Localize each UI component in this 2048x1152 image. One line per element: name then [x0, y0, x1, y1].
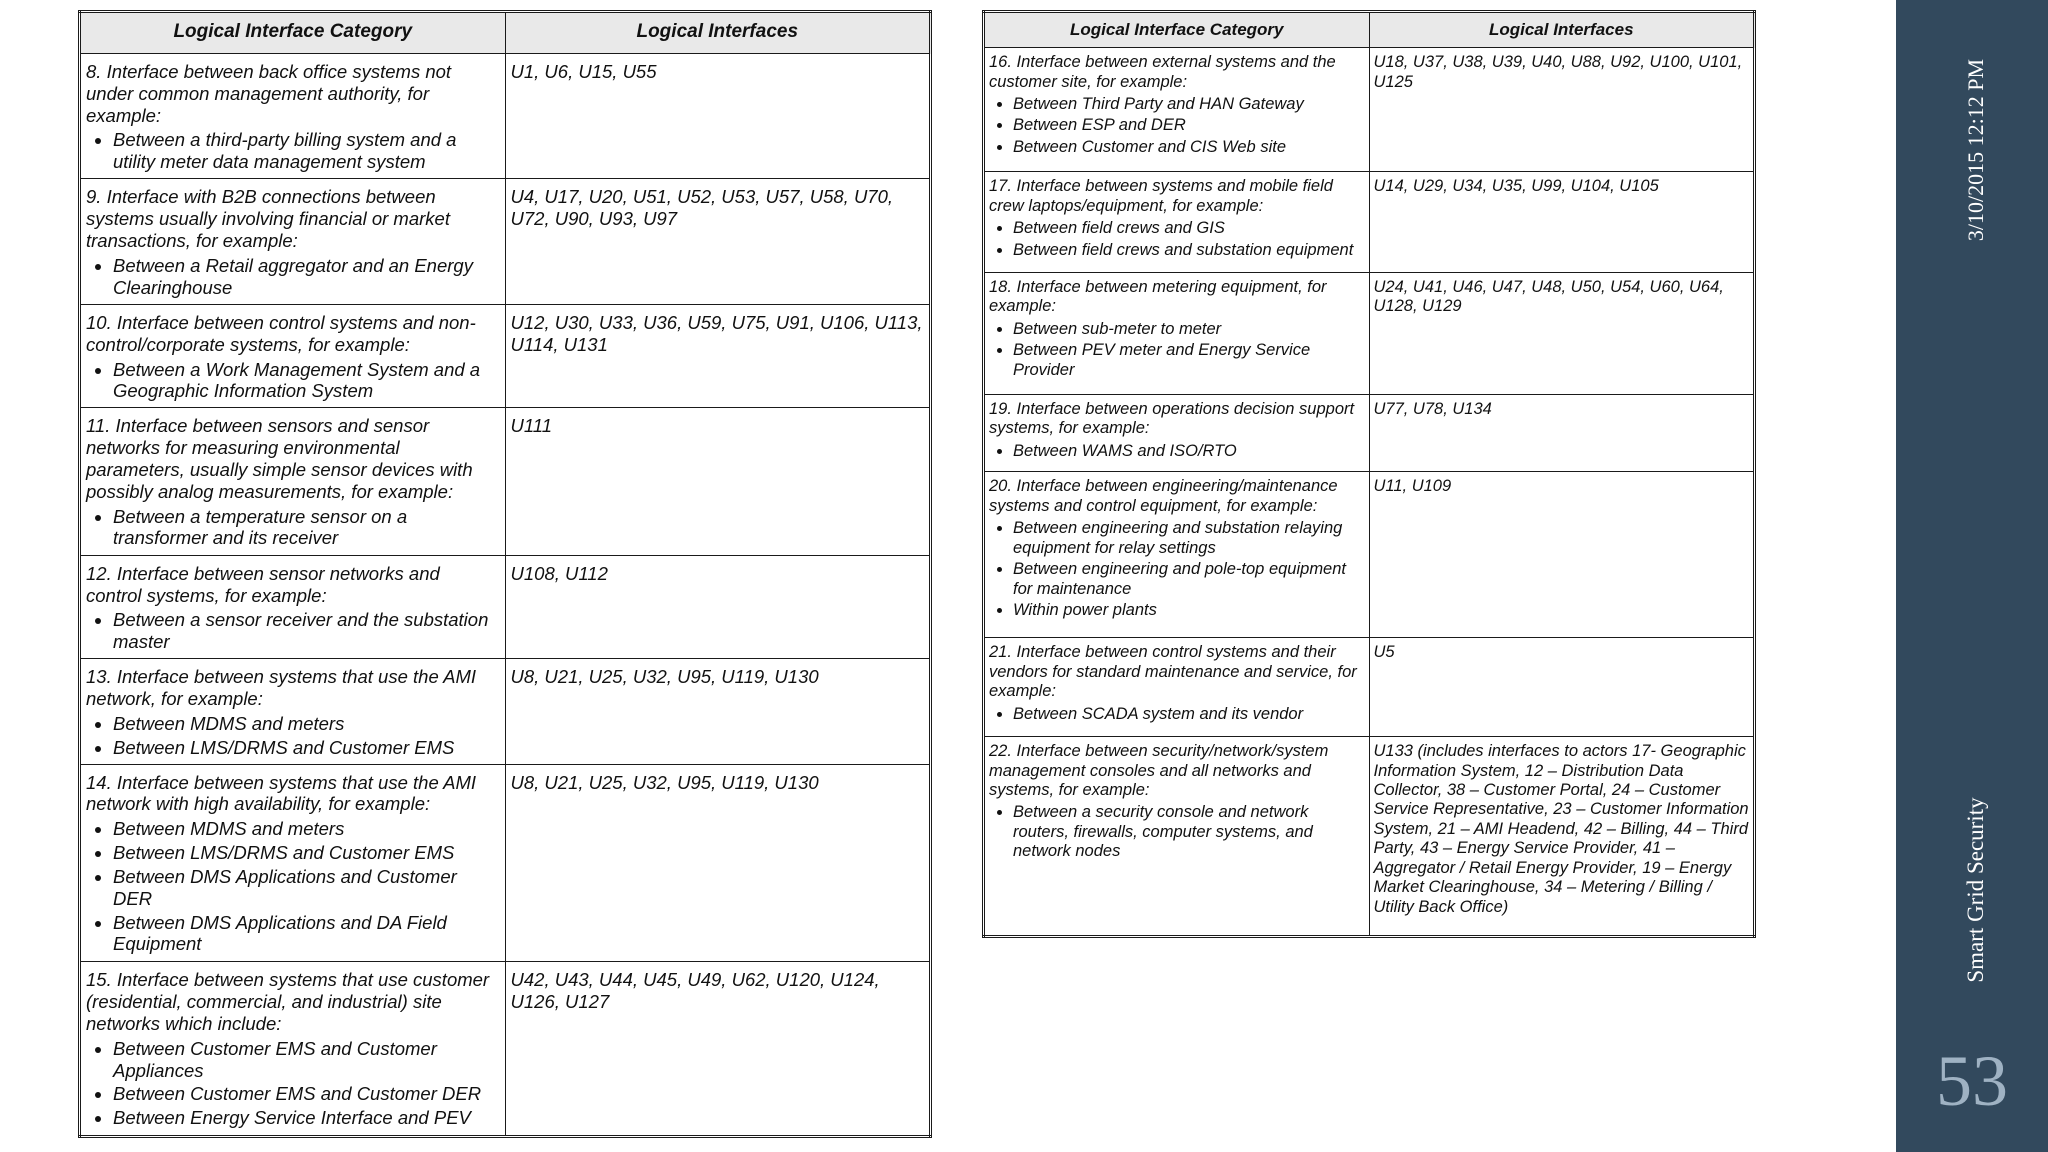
category-cell [80, 304, 506, 407]
category-cell [984, 737, 1370, 937]
logical-interface-table-left [78, 10, 932, 1138]
category-cell [984, 638, 1370, 737]
table-header-row [984, 12, 1755, 48]
category-text: 16. Interface between external systems and the customer site, for example: [989, 53, 1336, 91]
example-list [86, 129, 500, 173]
column-header-interfaces: Logical Interfaces [505, 12, 931, 54]
example-item: • Between a Retail aggregator and an Energy Clearinghouse [113, 255, 500, 299]
category-text: 19. Interface between operations decision support systems, for example: [989, 399, 1355, 438]
category-cell [80, 54, 506, 179]
example-list [86, 255, 500, 299]
example-item: • Between Customer EMS and Customer Appliances [113, 1038, 500, 1082]
category-text: 15. Interface between systems that use customer (residential, commercial, and industrial) site networks which include: [86, 969, 490, 1034]
example-item: • Between DMS Applications and DA Field Equipment [113, 912, 500, 956]
example-list [989, 519, 1365, 620]
interfaces-cell: U24, U41, U46, U47, U48, U50, U54, U60, U64, U128, U129 [1369, 272, 1755, 394]
example-item: • Between Customer and CIS Web site [1013, 138, 1365, 157]
example-item: • Between DMS Applications and Customer DER [113, 866, 500, 910]
table-row [984, 737, 1755, 937]
interfaces-cell: U8, U21, U25, U32, U95, U119, U130 [505, 764, 931, 962]
interfaces-cell: U5 [1369, 638, 1755, 737]
interfaces-cell: U14, U29, U34, U35, U99, U104, U105 [1369, 172, 1755, 273]
example-list [989, 219, 1365, 260]
interfaces-cell: U11, U109 [1369, 472, 1755, 638]
interfaces-cell: U4, U17, U20, U51, U52, U53, U57, U58, U70, U72, U90, U93, U97 [505, 179, 931, 304]
example-item: • Between a temperature sensor on a transformer and its receiver [113, 506, 500, 550]
category-text: 22. Interface between security/network/system management consoles and all networks and systems, for example: [989, 742, 1329, 800]
column-header-category: Logical Interface Category [984, 12, 1370, 48]
example-item: • Between ESP and DER [1013, 116, 1365, 135]
column-header-category: Logical Interface Category [80, 12, 506, 54]
interfaces-cell: U8, U21, U25, U32, U95, U119, U130 [505, 659, 931, 764]
example-item: • Between engineering and pole-top equipment for maintenance [1013, 560, 1365, 599]
table-row [984, 472, 1755, 638]
table-row [984, 638, 1755, 737]
category-text: 12. Interface between sensor networks and control systems, for example: [86, 562, 440, 606]
category-cell [984, 394, 1370, 471]
table-row [80, 408, 931, 556]
table-header-row [80, 12, 931, 54]
table-row [80, 555, 931, 658]
table-row [984, 394, 1755, 471]
example-item: • Between field crews and substation equipment [1013, 241, 1365, 260]
category-cell [80, 764, 506, 962]
example-item: • Within power plants [1013, 601, 1365, 620]
example-list [86, 713, 500, 759]
example-list [86, 506, 500, 550]
table-body [80, 54, 931, 1137]
table-row [984, 272, 1755, 394]
interfaces-cell: U108, U112 [505, 555, 931, 658]
category-cell [984, 48, 1370, 172]
interfaces-cell: U77, U78, U134 [1369, 394, 1755, 471]
category-cell [80, 179, 506, 304]
example-list [86, 609, 500, 653]
table-row [80, 54, 931, 179]
example-item: • Between Third Party and HAN Gateway [1013, 95, 1365, 114]
interfaces-cell: U12, U30, U33, U36, U59, U75, U91, U106, U113, U114, U131 [505, 304, 931, 407]
interfaces-cell: U111 [505, 408, 931, 556]
category-cell [80, 659, 506, 764]
example-item: • Between SCADA system and its vendor [1013, 705, 1365, 724]
example-item: • Between sub-meter to meter [1013, 320, 1365, 339]
example-item: • Between MDMS and meters [113, 818, 500, 840]
category-cell [80, 555, 506, 658]
slide-date: 3/10/2015 12:12 PM [1963, 58, 1988, 242]
table-row [80, 764, 931, 962]
example-list [989, 95, 1365, 157]
category-text: 10. Interface between control systems and non-control/corporate systems, for example: [86, 311, 476, 355]
table-row [80, 962, 931, 1137]
interfaces-cell: U1, U6, U15, U55 [505, 54, 931, 179]
interfaces-cell: U42, U43, U44, U45, U49, U62, U120, U124, U126, U127 [505, 962, 931, 1137]
table-row [80, 179, 931, 304]
slide-page-number: 53 [1936, 1041, 2008, 1121]
example-item: • Between LMS/DRMS and Customer EMS [113, 737, 500, 759]
category-cell [80, 962, 506, 1137]
example-item: • Between Energy Service Interface and PEV [113, 1107, 500, 1129]
category-text: 8. Interface between back office systems not under common management authority, for example: [86, 61, 452, 126]
example-list [86, 359, 500, 403]
category-cell [984, 472, 1370, 638]
example-item: • Between a sensor receiver and the substation master [113, 609, 500, 653]
category-cell [984, 172, 1370, 273]
category-text: 11. Interface between sensors and sensor networks for measuring environmental parameters, usually simple sensor devices with possibly analog measurements, for example: [86, 415, 473, 502]
example-list [86, 1038, 500, 1129]
example-list [989, 442, 1365, 461]
example-item: • Between MDMS and meters [113, 713, 500, 735]
example-item: • Between a Work Management System and a Geographic Information System [113, 359, 500, 403]
category-text: 13. Interface between systems that use the AMI network, for example: [86, 666, 477, 710]
logical-interface-table-right [982, 10, 1756, 938]
category-text: 17. Interface between systems and mobile field crew laptops/equipment, for example: [989, 177, 1333, 215]
example-item: • Between field crews and GIS [1013, 219, 1365, 238]
example-item: • Between a security console and network routers, firewalls, computer systems, and network nodes [1013, 803, 1365, 861]
example-list [989, 705, 1365, 724]
slide-footer-title: Smart Grid Security [1963, 797, 1988, 983]
interfaces-cell: U133 (includes interfaces to actors 17- Geographic Information System, 12 – Distribution Data Collector, 38 – Customer Portal, 24 – Customer Service Representative, 23 – Customer Information System, 21 – AMI Headend, 42 – Billing, 44 – Third Party, 43 – Energy Service Provider, 41 – Aggregator / Retail Energy Provider, 19 – Energy Market Clearinghouse, 34 – Metering / Billing / Utility Back Office) [1369, 737, 1755, 937]
table-row [984, 172, 1755, 273]
column-header-interfaces: Logical Interfaces [1369, 12, 1755, 48]
category-cell [984, 272, 1370, 394]
table-row [984, 48, 1755, 172]
example-item: • Between WAMS and ISO/RTO [1013, 442, 1365, 461]
category-text: 20. Interface between engineering/maintenance systems and control equipment, for example: [989, 477, 1338, 515]
category-text: 21. Interface between control systems and their vendors for standard maintenance and service, for example: [989, 643, 1357, 701]
table-row [80, 304, 931, 407]
category-text: 14. Interface between systems that use the AMI network with high availability, for example: [86, 771, 477, 815]
category-text: 9. Interface with B2B connections between systems usually involving financial or market transactions, for example: [86, 186, 450, 252]
example-item: • Between engineering and substation relaying equipment for relay settings [1013, 519, 1365, 558]
example-item: • Between Customer EMS and Customer DER [113, 1083, 500, 1105]
example-item: • Between PEV meter and Energy Service Provider [1013, 341, 1365, 380]
table-row [80, 659, 931, 764]
table-body [984, 48, 1755, 937]
example-list [989, 803, 1365, 861]
interfaces-cell: U18, U37, U38, U39, U40, U88, U92, U100, U101, U125 [1369, 48, 1755, 172]
example-list [989, 320, 1365, 380]
example-item: • Between a third-party billing system and a utility meter data management system [113, 129, 500, 173]
category-text: 18. Interface between metering equipment, for example: [989, 277, 1327, 316]
category-cell [80, 408, 506, 556]
example-item: • Between LMS/DRMS and Customer EMS [113, 842, 500, 864]
example-list [86, 818, 500, 955]
